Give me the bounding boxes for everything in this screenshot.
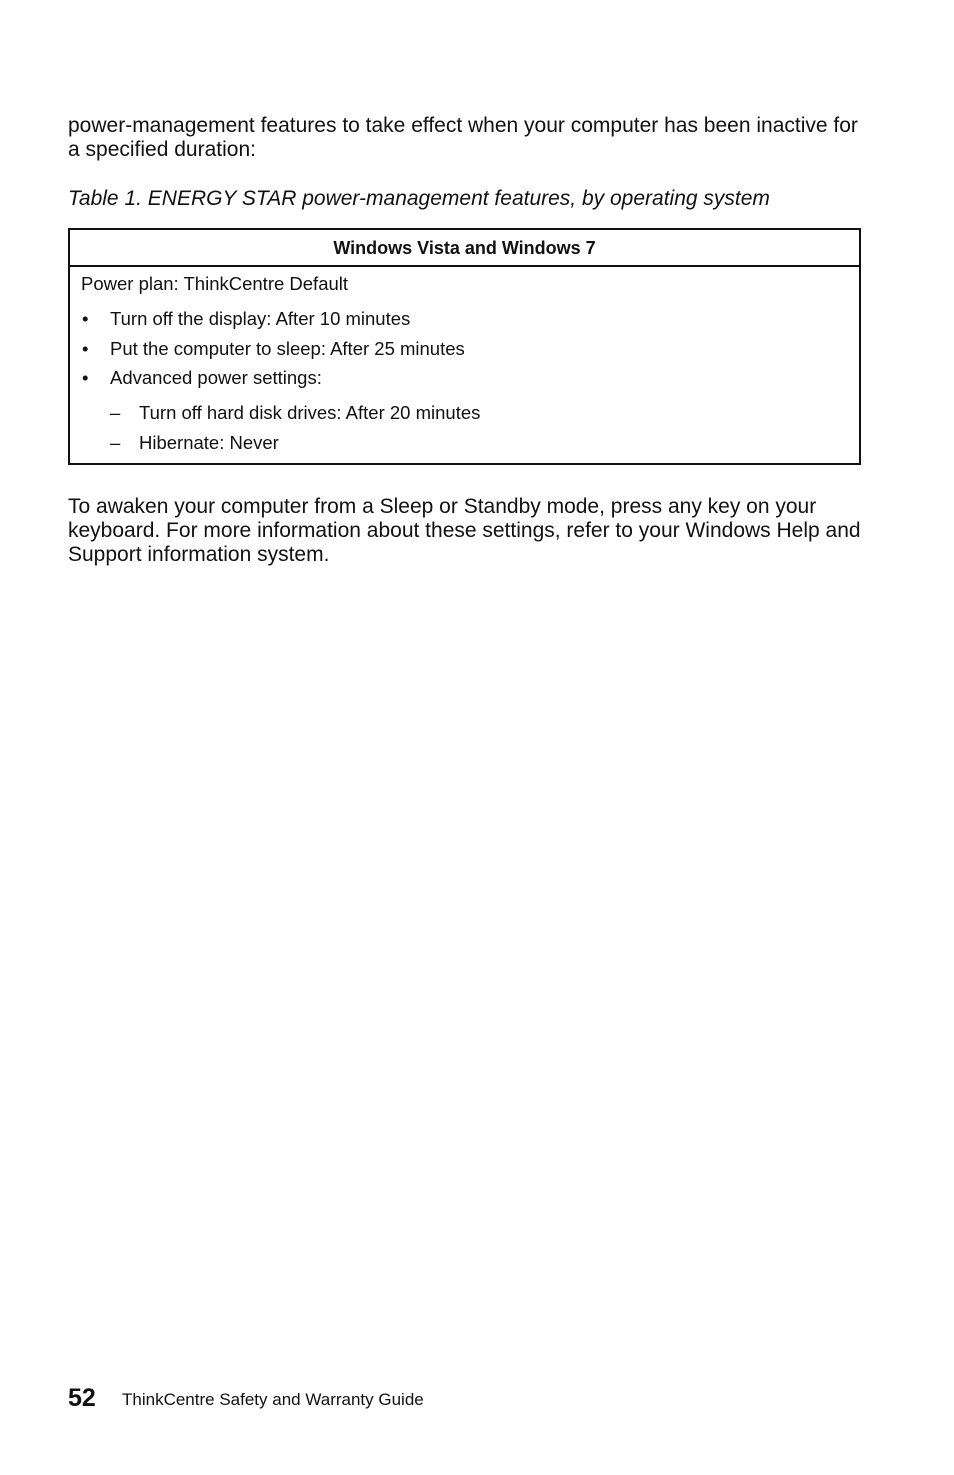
bullet-marker: • — [82, 338, 89, 359]
sub-list-item: Turn off hard disk drives: After 20 minutes — [139, 402, 481, 423]
sub-list-item: Hibernate: Never — [139, 432, 279, 453]
energy-star-table — [68, 228, 861, 465]
list-item: Put the computer to sleep: After 25 minutes — [110, 338, 465, 359]
bullet-marker: • — [82, 308, 89, 329]
list-item: Turn off the display: After 10 minutes — [110, 308, 411, 329]
dash-marker: – — [110, 402, 121, 423]
outro-paragraph: To awaken your computer from a Sleep or Standby mode, press any key on your keyboard. For more information about these settings, refer to your Windows Help and Support information system. — [68, 495, 861, 566]
power-plan-text: Power plan: ThinkCentre Default — [81, 273, 349, 294]
dash-marker: – — [110, 432, 121, 453]
list-item: Advanced power settings: — [110, 367, 322, 388]
page-number: 52 — [68, 1384, 96, 1412]
table-header: Windows Vista and Windows 7 — [70, 230, 859, 267]
intro-paragraph: power-management features to take effect when your computer has been inactive for a specified duration: — [68, 114, 858, 161]
bullet-marker: • — [82, 367, 89, 388]
table-caption: Table 1. ENERGY STAR power-management features, by operating system — [68, 187, 770, 210]
footer-book-title: ThinkCentre Safety and Warranty Guide — [122, 1390, 424, 1409]
